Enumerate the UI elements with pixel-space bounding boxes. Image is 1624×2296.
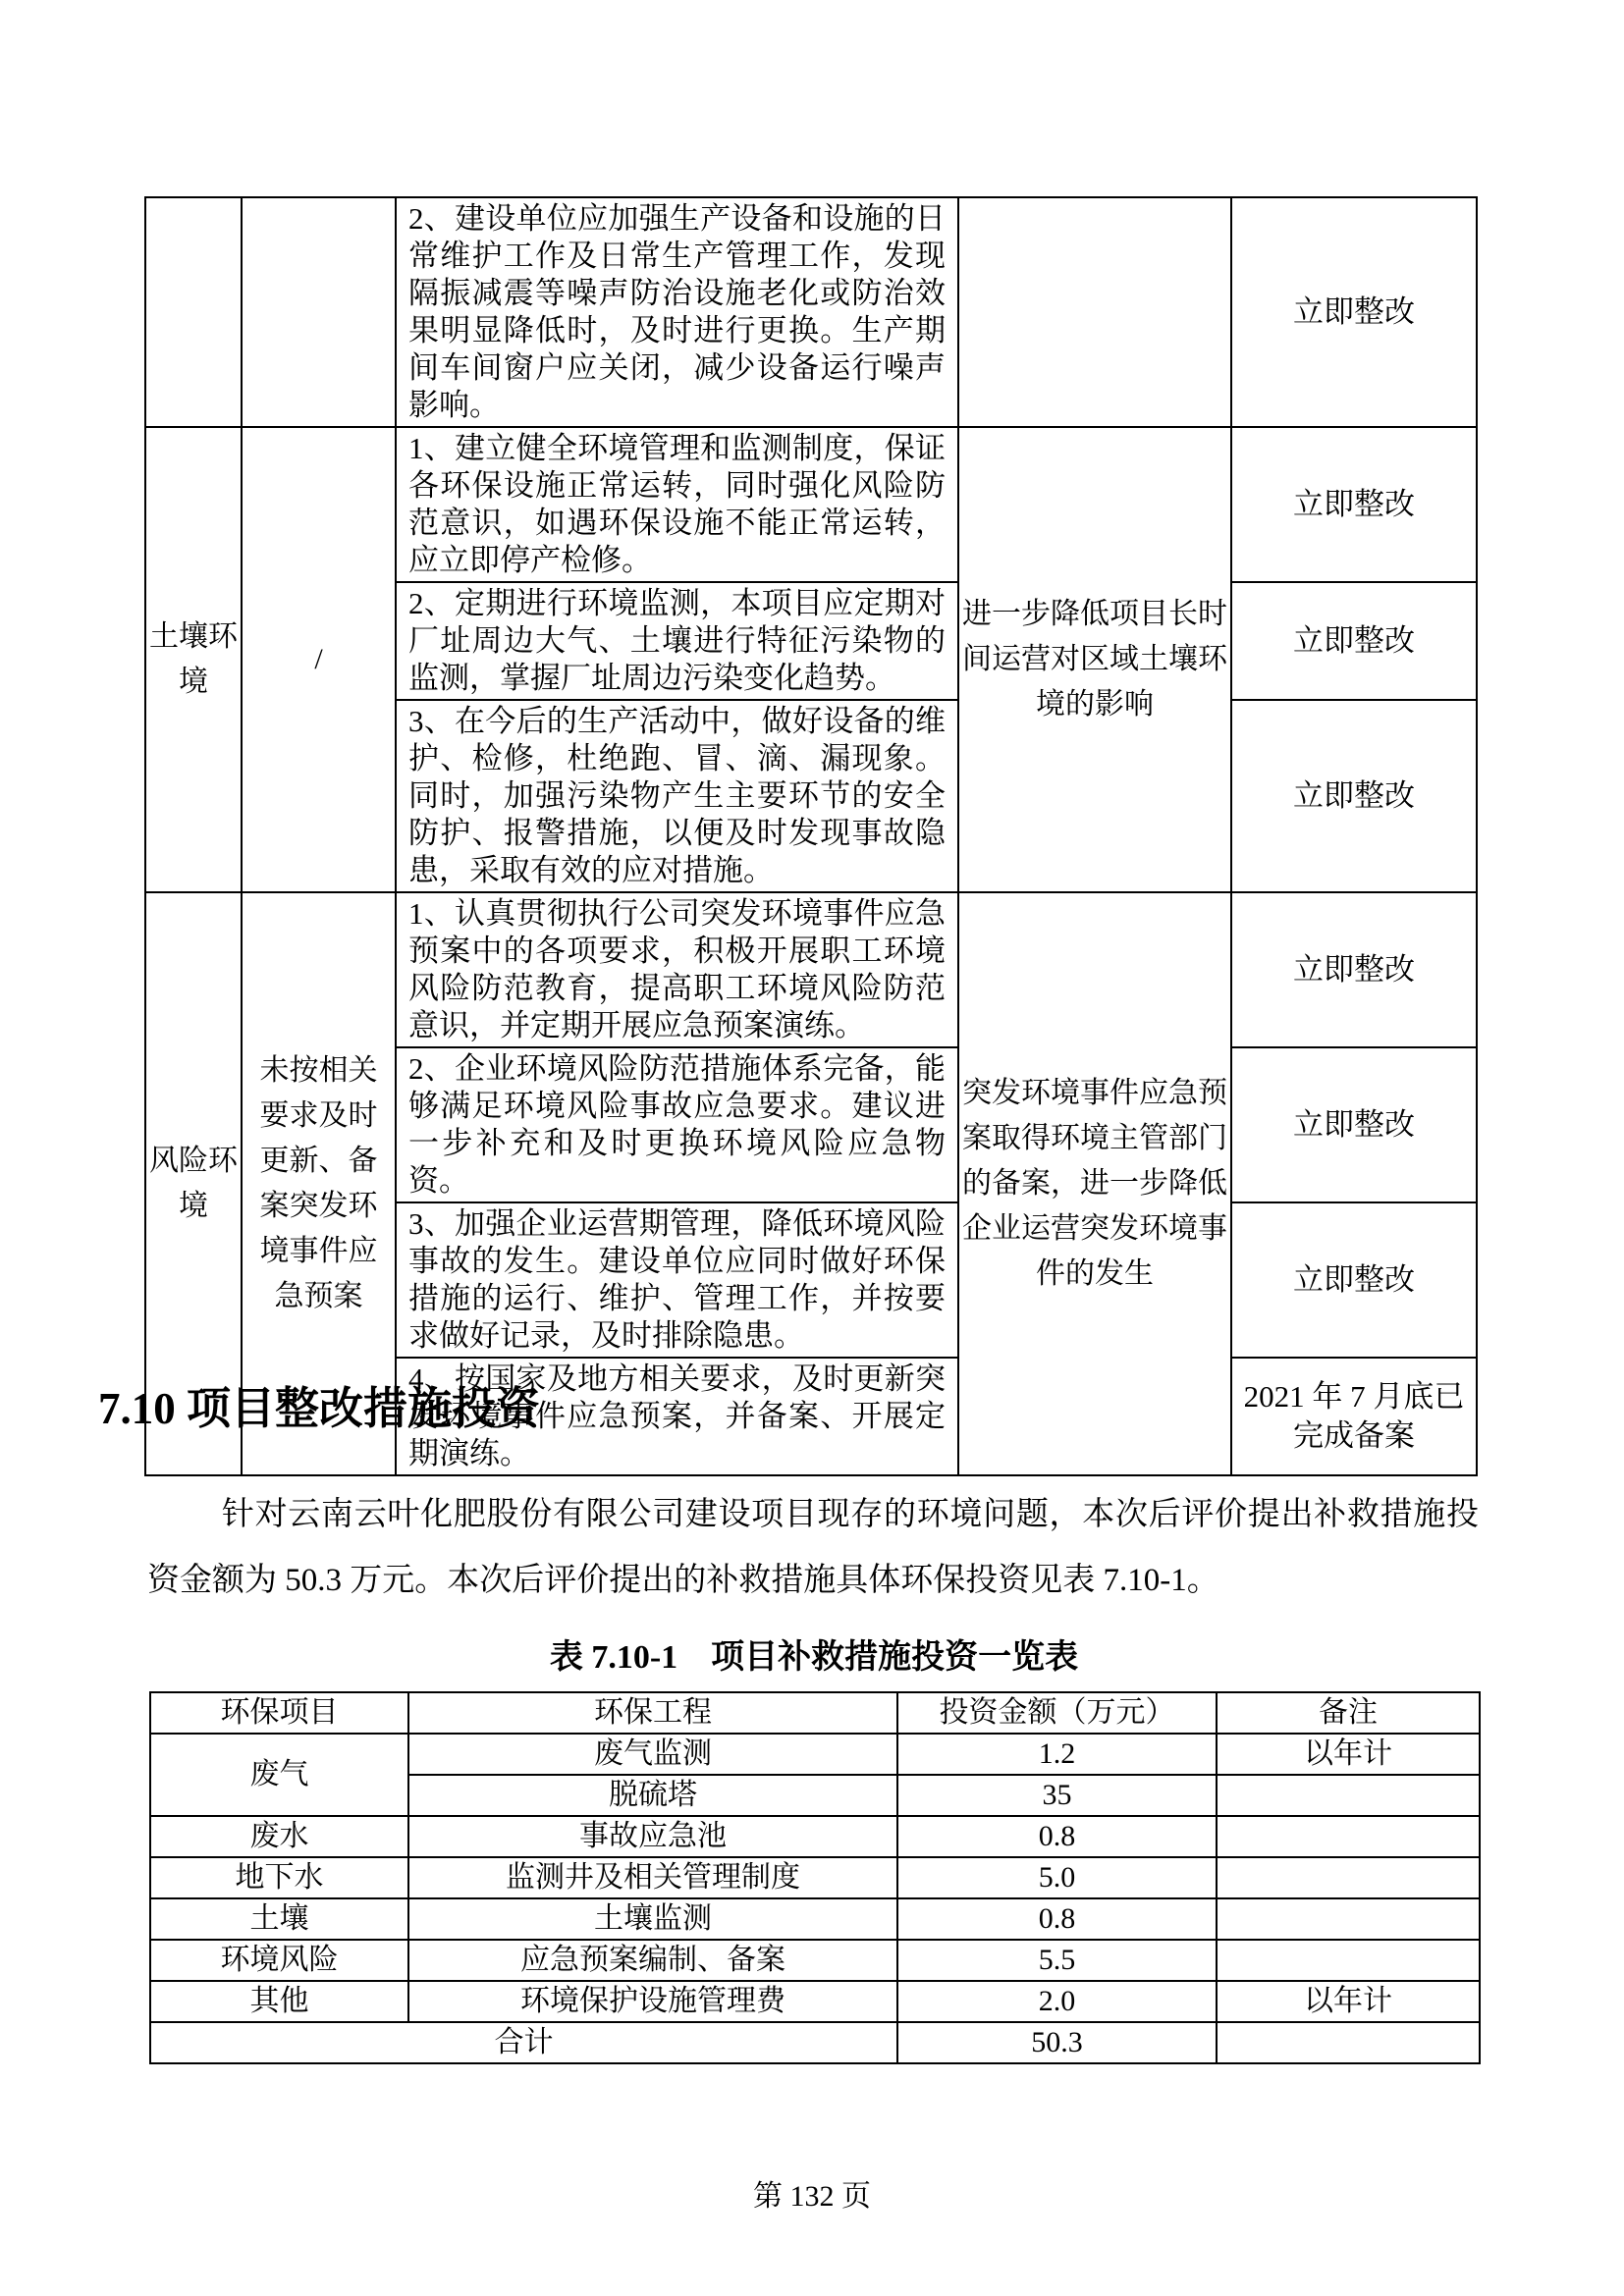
header-cell: 投资金额（万元）	[897, 1692, 1217, 1734]
status-cell: 立即整改	[1231, 582, 1477, 700]
measures-table	[144, 196, 1478, 1476]
measure-cell: 4、按国家及地方相关要求，及时更新突发环境事件应急预案，并备案、开展定期演练。	[396, 1358, 958, 1475]
amount-cell: 35	[897, 1775, 1217, 1816]
project-cell: 环境风险	[150, 1940, 408, 1981]
header-cell: 备注	[1217, 1692, 1480, 1734]
table-row	[150, 1981, 1480, 2022]
body-paragraph: 针对云南云叶化肥股份有限公司建设项目现存的环境问题，本次后评价提出补救措施投资金额为 50.3 万元。本次后评价提出的补救措施具体环保投资见表 7.10-1。	[147, 1497, 1479, 1598]
category-cell-risk: 风险环境	[145, 892, 242, 1475]
work-cell: 事故应急池	[408, 1816, 897, 1857]
project-cell: 土壤	[150, 1898, 408, 1940]
problem-cell-soil: /	[242, 427, 396, 892]
note-cell	[1217, 1857, 1480, 1898]
status-cell: 立即整改	[1231, 1047, 1477, 1202]
status-cell: 立即整改	[1231, 427, 1477, 582]
project-cell: 废气	[150, 1734, 408, 1816]
investment-table	[149, 1691, 1481, 2064]
status-cell: 立即整改	[1231, 892, 1477, 1047]
measure-cell: 2、定期进行环境监测，本项目应定期对厂址周边大气、土壤进行特征污染物的监测，掌握厂址周边污染变化趋势。	[396, 582, 958, 700]
section-heading: 7.10 项目整改措施投资	[98, 1384, 541, 1433]
problem-cell-empty	[242, 197, 396, 427]
measure-cell: 1、认真贯彻执行公司突发环境事件应急预案中的各项要求，积极开展职工环境风险防范教育，提高职工环境风险防范意识，并定期开展应急预案演练。	[396, 892, 958, 1047]
page-number: 第 132 页	[753, 2180, 871, 2213]
goal-cell-risk: 突发环境事件应急预案取得环境主管部门的备案，进一步降低企业运营突发环境事件的发生	[958, 892, 1231, 1475]
table-row	[145, 427, 1477, 582]
measure-cell: 3、在今后的生产活动中，做好设备的维护、检修，杜绝跑、冒、滴、漏现象。同时，加强污染物产生主要环节的安全防护、报警措施，以便及时发现事故隐患，采取有效的应对措施。	[396, 700, 958, 892]
measure-cell: 3、加强企业运营期管理，降低环境风险事故的发生。建设单位应同时做好环保措施的运行、维护、管理工作，并按要求做好记录，及时排除隐患。	[396, 1202, 958, 1358]
work-cell: 监测井及相关管理制度	[408, 1857, 897, 1898]
amount-cell: 1.2	[897, 1734, 1217, 1775]
measure-cell: 1、建立健全环境管理和监测制度，保证各环保设施正常运转，同时强化风险防范意识，如遇环保设施不能正常运转，应立即停产检修。	[396, 427, 958, 582]
table-row	[150, 1898, 1480, 1940]
total-label-cell: 合计	[150, 2022, 897, 2063]
table-caption: 表 7.10-1 项目补救措施投资一览表	[549, 1639, 1079, 1676]
header-row	[150, 1692, 1480, 1734]
table-row	[145, 197, 1477, 427]
status-cell: 立即整改	[1231, 1202, 1477, 1358]
problem-cell-risk: 未按相关要求及时更新、备案突发环境事件应急预案	[242, 892, 396, 1475]
note-cell: 以年计	[1217, 1981, 1480, 2022]
table-row	[145, 892, 1477, 1047]
table-row	[150, 1940, 1480, 1981]
work-cell: 应急预案编制、备案	[408, 1940, 897, 1981]
table-row	[150, 1816, 1480, 1857]
status-cell: 立即整改	[1231, 197, 1477, 427]
total-row	[150, 2022, 1480, 2063]
amount-cell: 2.0	[897, 1981, 1217, 2022]
project-cell: 废水	[150, 1816, 408, 1857]
amount-cell: 0.8	[897, 1816, 1217, 1857]
work-cell: 脱硫塔	[408, 1775, 897, 1816]
category-cell-soil: 土壤环境	[145, 427, 242, 892]
category-cell-empty	[145, 197, 242, 427]
status-cell: 立即整改	[1231, 700, 1477, 892]
work-cell: 环境保护设施管理费	[408, 1981, 897, 2022]
total-note-cell	[1217, 2022, 1480, 2063]
goal-cell-empty	[958, 197, 1231, 427]
work-cell: 废气监测	[408, 1734, 897, 1775]
amount-cell: 0.8	[897, 1898, 1217, 1940]
note-cell: 以年计	[1217, 1734, 1480, 1775]
table-row	[150, 1734, 1480, 1775]
measure-cell: 2、企业环境风险防范措施体系完备，能够满足环境风险事故应急要求。建议进一步补充和及时更换环境风险应急物资。	[396, 1047, 958, 1202]
header-cell: 环保工程	[408, 1692, 897, 1734]
note-cell	[1217, 1775, 1480, 1816]
measure-cell: 2、建设单位应加强生产设备和设施的日常维护工作及日常生产管理工作，发现隔振减震等噪声防治设施老化或防治效果明显降低时，及时进行更换。生产期间车间窗户应关闭，减少设备运行噪声影响。	[396, 197, 958, 427]
goal-cell-soil: 进一步降低项目长时间运营对区域土壤环境的影响	[958, 427, 1231, 892]
project-cell: 其他	[150, 1981, 408, 2022]
table-row	[150, 1857, 1480, 1898]
work-cell: 土壤监测	[408, 1898, 897, 1940]
note-cell	[1217, 1898, 1480, 1940]
amount-cell: 5.5	[897, 1940, 1217, 1981]
note-cell	[1217, 1816, 1480, 1857]
header-cell: 环保项目	[150, 1692, 408, 1734]
project-cell: 地下水	[150, 1857, 408, 1898]
status-cell: 2021 年 7 月底已完成备案	[1231, 1358, 1477, 1475]
amount-cell: 5.0	[897, 1857, 1217, 1898]
note-cell	[1217, 1940, 1480, 1981]
total-amount-cell: 50.3	[897, 2022, 1217, 2063]
